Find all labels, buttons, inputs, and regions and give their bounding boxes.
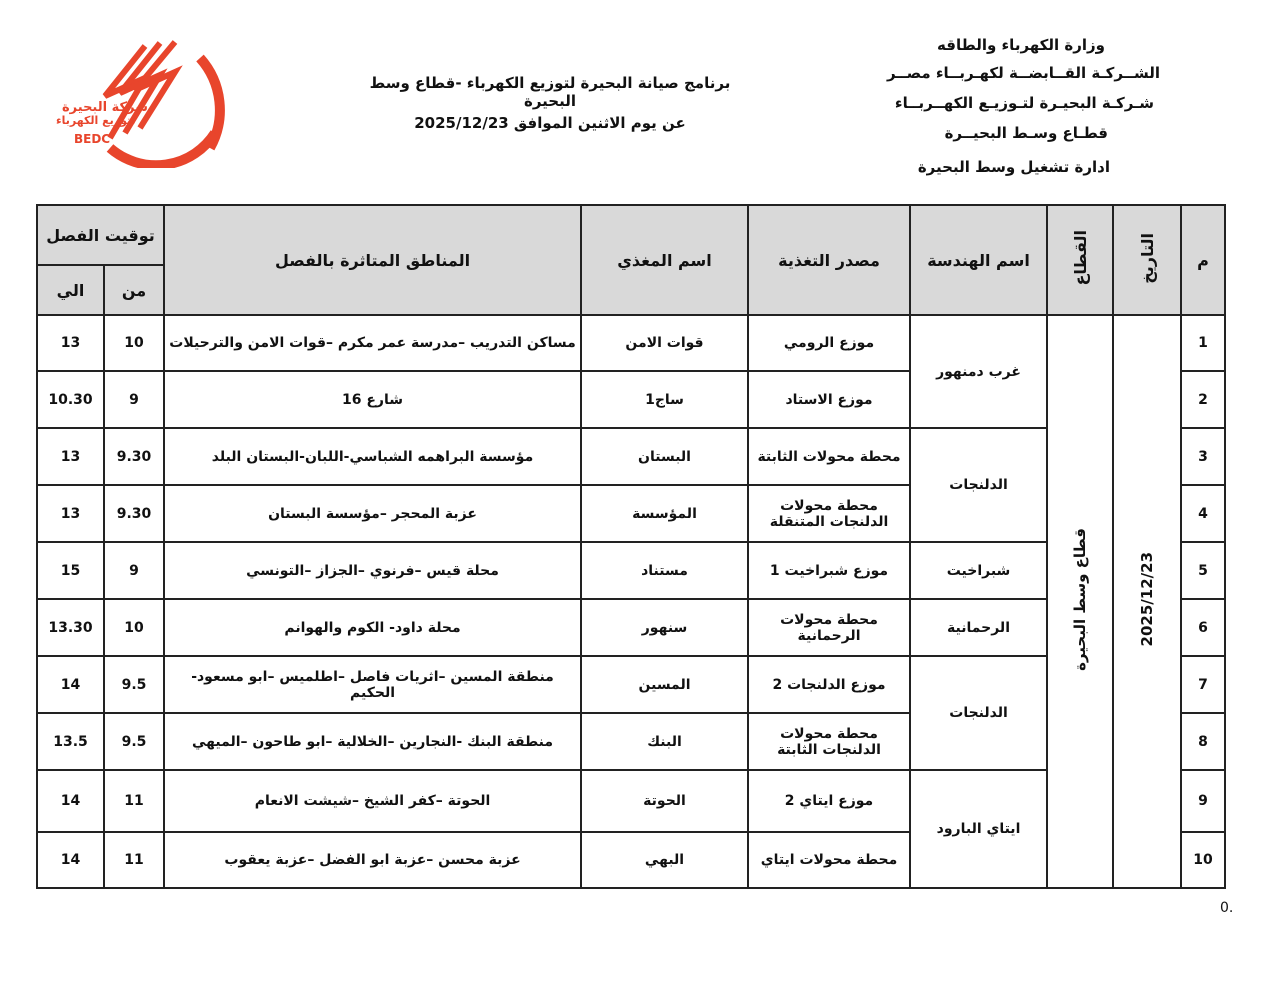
- footer-mark: 0.: [1220, 900, 1234, 916]
- header-num: م: [1181, 205, 1225, 315]
- areas-cell: منطقة البنك -النجارين –الخلالية –ابو طاحون –الميهي: [164, 713, 581, 770]
- to-cell: 14: [37, 832, 104, 888]
- table-row: [37, 656, 1225, 713]
- header-from: من: [104, 265, 164, 315]
- holding-company-name: الشــركـة القــابضــة لكهـربــاء مصــر: [886, 64, 1160, 82]
- areas-cell: عزبة محسن –عزبة ابو الفضل –عزبة يعقوب: [164, 832, 581, 888]
- feeder-cell: ساج1: [581, 371, 748, 428]
- table-header-row: [37, 205, 1225, 265]
- logo-company-subtitle: لتوزيع الكهرباء: [56, 114, 136, 127]
- department-name: ادارة تشغيل وسط البحيرة: [917, 158, 1110, 176]
- engineering-cell: الرحمانية: [910, 599, 1047, 656]
- table-row: [37, 542, 1225, 599]
- date-value: 2025/12/23: [1138, 552, 1157, 647]
- logo-abbreviation: BEDC: [74, 132, 111, 146]
- source-cell: موزع الرومي: [748, 315, 910, 371]
- areas-cell: الحوتة –كفر الشيخ –شيشت الانعام: [164, 770, 581, 832]
- from-cell: 11: [104, 770, 164, 832]
- header-feeder: اسم المغذي: [581, 205, 748, 315]
- row-num: 2: [1181, 371, 1225, 428]
- feeder-cell: البهي: [581, 832, 748, 888]
- header-areas: المناطق المتاثرة بالفصل: [164, 205, 581, 315]
- from-cell: 9.30: [104, 485, 164, 542]
- feeder-cell: سنهور: [581, 599, 748, 656]
- source-cell: محطة محولات الرحمانية: [748, 599, 910, 656]
- to-cell: 13: [37, 428, 104, 485]
- to-cell: 14: [37, 770, 104, 832]
- ministry-name: وزارة الكهرباء والطاقه: [937, 36, 1105, 54]
- from-cell: 9: [104, 371, 164, 428]
- source-cell: محطة محولات الثابتة: [748, 428, 910, 485]
- engineering-cell: الدلنجات: [910, 656, 1047, 770]
- feeder-cell: مستناد: [581, 542, 748, 599]
- to-cell: 13: [37, 485, 104, 542]
- from-cell: 10: [104, 599, 164, 656]
- source-cell: محطة محولات الدلنجات المتنقلة: [748, 485, 910, 542]
- feeder-cell: المؤسسة: [581, 485, 748, 542]
- from-cell: 9.30: [104, 428, 164, 485]
- feeder-cell: قوات الامن: [581, 315, 748, 371]
- feeder-cell: المسين: [581, 656, 748, 713]
- sector-name: قطـاع وسـط البحيــرة: [944, 124, 1108, 142]
- from-cell: 9.5: [104, 713, 164, 770]
- areas-cell: عزبة المحجر –مؤسسة البستان: [164, 485, 581, 542]
- header-date: [1113, 205, 1181, 315]
- header-engineering: اسم الهندسة: [910, 205, 1047, 315]
- areas-cell: محلة داود- الكوم والهوانم: [164, 599, 581, 656]
- areas-cell: مؤسسة البراهمه الشباسي-اللبان-البستان البلد: [164, 428, 581, 485]
- program-title: برنامج صيانة البحيرة لتوزيع الكهرباء -قطاع وسط البحيرة: [369, 74, 731, 110]
- from-cell: 9.5: [104, 656, 164, 713]
- to-cell: 13.5: [37, 713, 104, 770]
- source-cell: موزع شبراخيت 1: [748, 542, 910, 599]
- row-num: 3: [1181, 428, 1225, 485]
- distribution-company-name: شـركـة البحيـرة لتـوزيـع الكهــربــاء: [894, 94, 1154, 112]
- table-row: [37, 428, 1225, 485]
- to-cell: 14: [37, 656, 104, 713]
- source-cell: موزع ايتاي 2: [748, 770, 910, 832]
- table-row: [37, 599, 1225, 656]
- program-date: عن يوم الاثنين الموافق 2025/12/23: [414, 114, 686, 132]
- maintenance-schedule-table: [36, 204, 1226, 889]
- header-source: مصدر التغذية: [748, 205, 910, 315]
- engineering-cell: الدلنجات: [910, 428, 1047, 542]
- row-num: 5: [1181, 542, 1225, 599]
- header-date-label: التاريخ: [1137, 232, 1157, 284]
- from-cell: 9: [104, 542, 164, 599]
- header-sector: [1047, 205, 1113, 315]
- row-num: 7: [1181, 656, 1225, 713]
- table-row: [37, 770, 1225, 832]
- engineering-cell: شبراخيت: [910, 542, 1047, 599]
- row-num: 9: [1181, 770, 1225, 832]
- row-num: 8: [1181, 713, 1225, 770]
- header-sector-label: القطاع: [1070, 230, 1090, 286]
- header-to: الي: [37, 265, 104, 315]
- row-num: 1: [1181, 315, 1225, 371]
- to-cell: 15: [37, 542, 104, 599]
- areas-cell: منطقة المسين –اثريات فاصل –اطلميس –ابو مسعود-الحكيم: [164, 656, 581, 713]
- sector-value: قطاع وسط البحيرة: [1071, 528, 1090, 671]
- row-num: 4: [1181, 485, 1225, 542]
- to-cell: 13: [37, 315, 104, 371]
- logo-company-name: شركة البحيرة: [62, 100, 148, 115]
- source-cell: موزع الدلنجات 2: [748, 656, 910, 713]
- to-cell: 13.30: [37, 599, 104, 656]
- header-timing: توقيت الفصل: [37, 205, 164, 265]
- areas-cell: شارع 16: [164, 371, 581, 428]
- areas-cell: مساكن التدريب –مدرسة عمر مكرم –قوات الامن والترحيلات: [164, 315, 581, 371]
- to-cell: 10.30: [37, 371, 104, 428]
- source-cell: محطة محولات ايتاي: [748, 832, 910, 888]
- from-cell: 10: [104, 315, 164, 371]
- feeder-cell: البستان: [581, 428, 748, 485]
- date-cell: [1113, 315, 1181, 888]
- source-cell: محطة محولات الدلنجات الثابتة: [748, 713, 910, 770]
- sector-cell: [1047, 315, 1113, 888]
- row-num: 6: [1181, 599, 1225, 656]
- engineering-cell: ايتاي البارود: [910, 770, 1047, 888]
- feeder-cell: الحوتة: [581, 770, 748, 832]
- feeder-cell: البنك: [581, 713, 748, 770]
- engineering-cell: غرب دمنهور: [910, 315, 1047, 428]
- source-cell: موزع الاستاد: [748, 371, 910, 428]
- areas-cell: محلة قيس –فرنوي –الجزاز –التونسي: [164, 542, 581, 599]
- table-row: [37, 315, 1225, 371]
- from-cell: 11: [104, 832, 164, 888]
- row-num: 10: [1181, 832, 1225, 888]
